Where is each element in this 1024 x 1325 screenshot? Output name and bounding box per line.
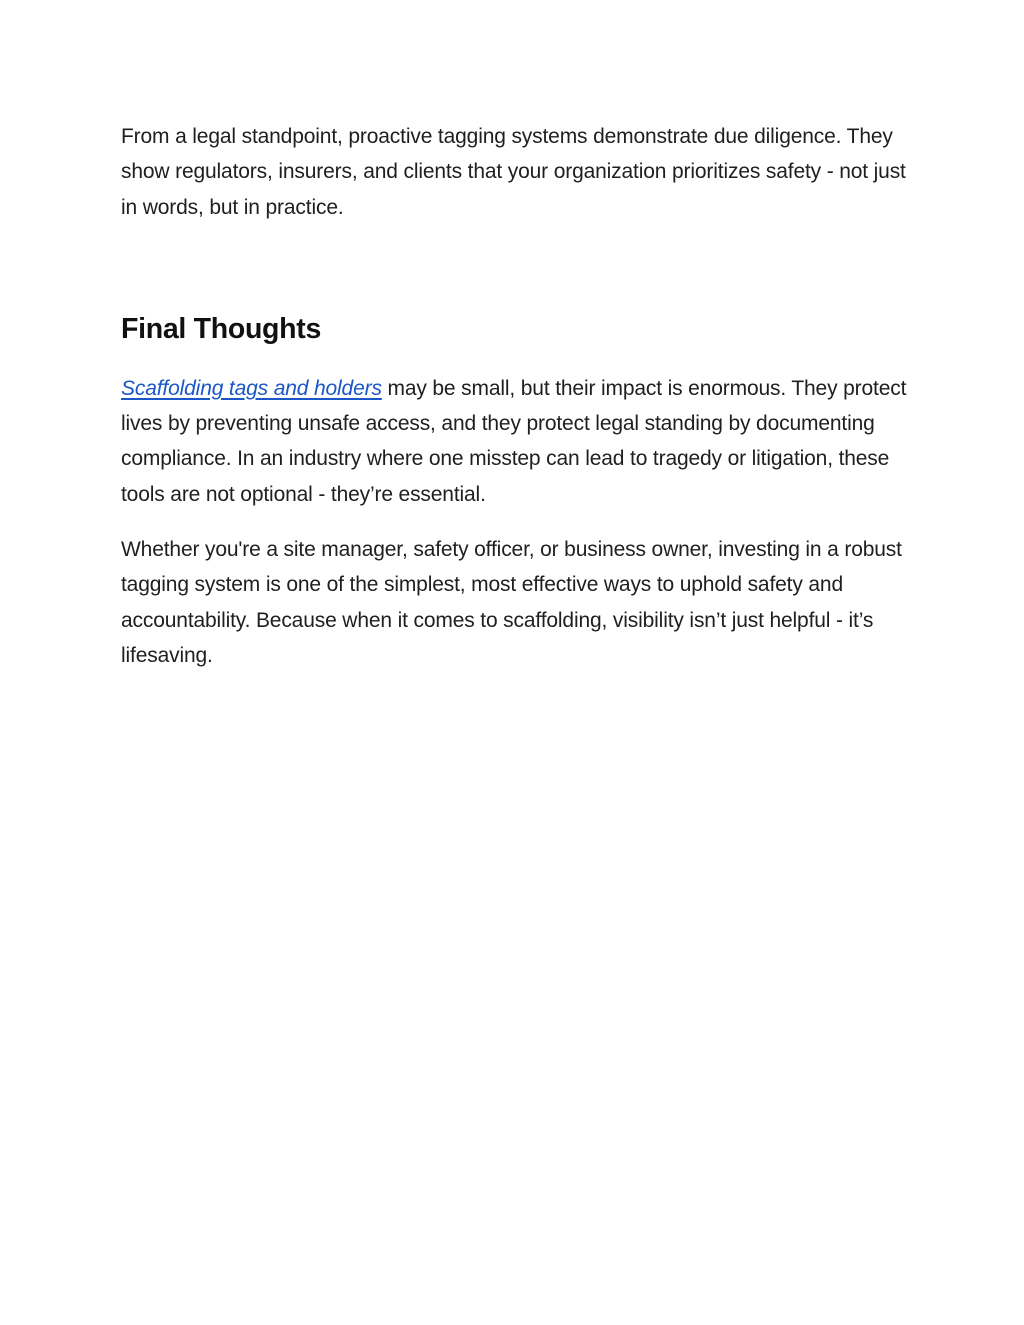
document-body xyxy=(121,119,907,673)
legal-standpoint-paragraph: From a legal standpoint, proactive tagging systems demonstrate due diligence. They show regulators, insurers, and clients that your organization prioritizes safety - not just in words, but in practice. xyxy=(121,125,906,219)
final-thoughts-paragraph xyxy=(121,371,907,512)
final-thoughts-paragraph-text: may be small, but their impact is enormous. They protect lives by preventing unsafe access, and they protect legal standing by documenting compliance. In an industry where one misstep can lead to tragedy or litigation, these tools are not optional - they’re essential. xyxy=(121,376,907,506)
scaffolding-tags-link[interactable]: Scaffolding tags and holders xyxy=(121,376,382,400)
closing-paragraph: Whether you're a site manager, safety officer, or business owner, investing in a robust tagging system is one of the simplest, most effective ways to uphold safety and accountability. Because when it comes to scaffolding, visibility isn’t just helpful - it’s lifesaving. xyxy=(121,538,902,667)
section-heading: Final Thoughts xyxy=(121,312,322,345)
